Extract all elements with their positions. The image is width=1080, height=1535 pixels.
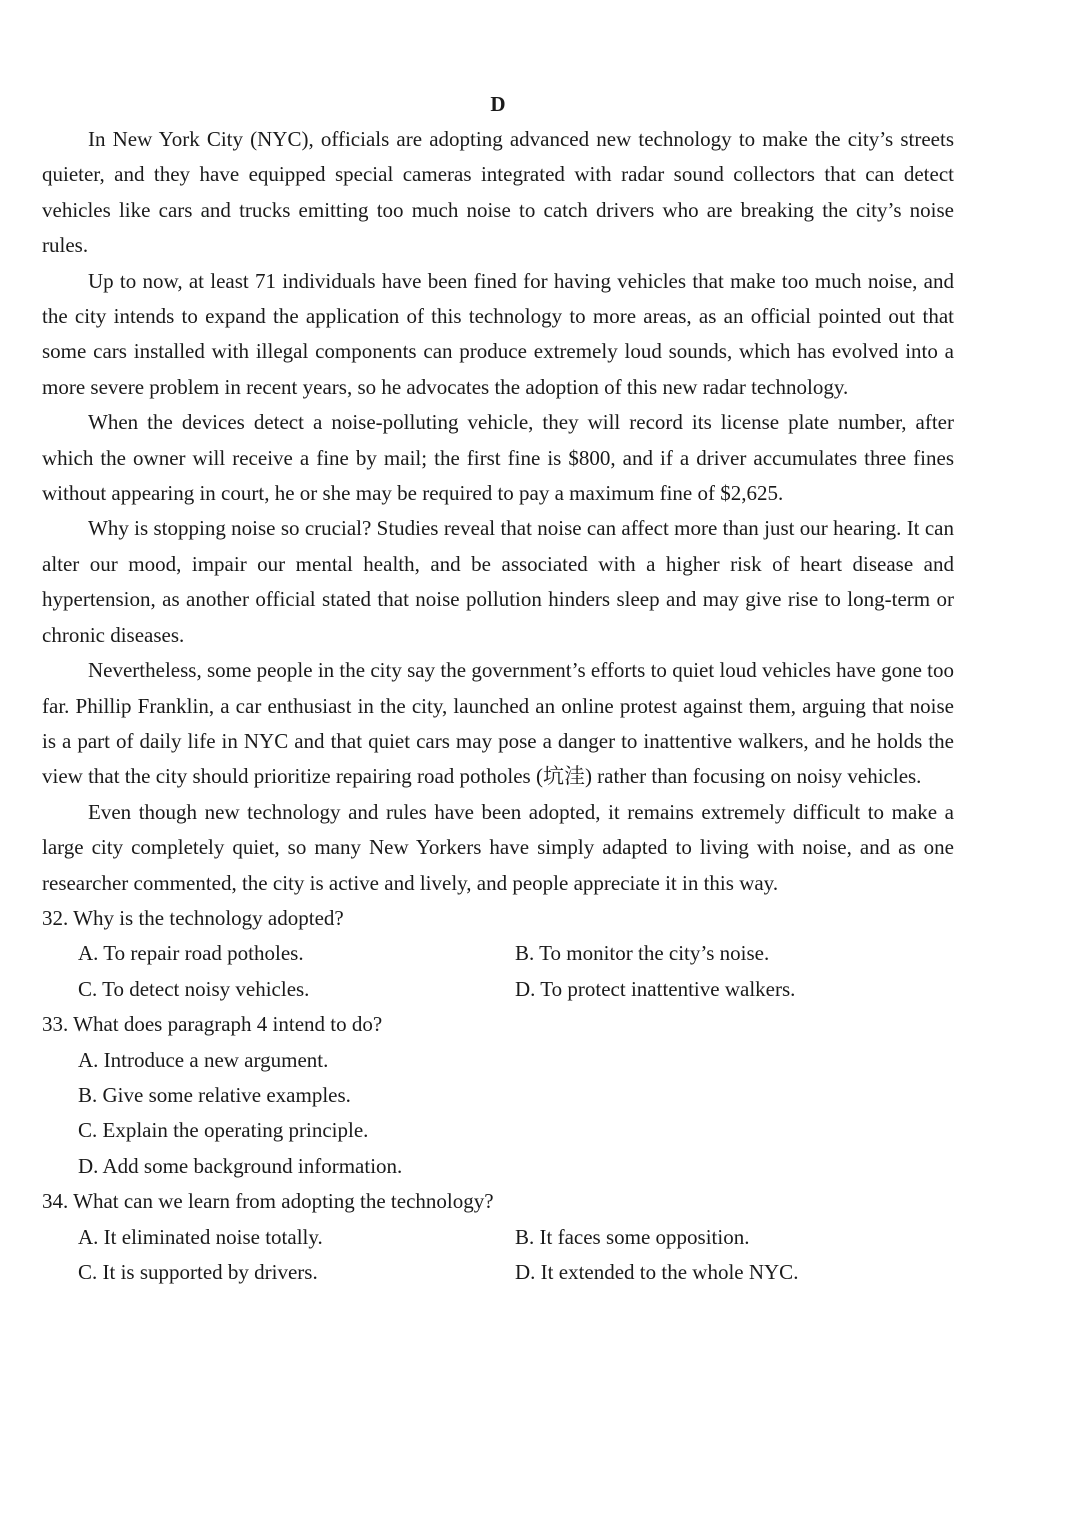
- option-a: A. It eliminated noise totally.: [78, 1224, 323, 1249]
- option-a: A. Introduce a new argument.: [78, 1047, 329, 1072]
- question-33: [42, 1007, 954, 1184]
- reading-passage: [42, 86, 954, 1290]
- option-a: A. To repair road potholes.: [78, 941, 304, 966]
- paragraph-2: Up to now, at least 71 individuals have been fined for having vehicles that make too much noise, and the city intends to expand the application of this technology to more areas, as an official pointed out that some cars installed with illegal components can produce extremely loud sounds, which has evolved into a more severe problem in recent years, so he advocates the adoption of this new radar technology.: [42, 268, 954, 399]
- option-b: B. It faces some opposition.: [515, 1224, 750, 1249]
- option-c: C. Explain the operating principle.: [78, 1118, 369, 1143]
- question-34: [42, 1184, 954, 1290]
- option-b: B. To monitor the city’s noise.: [515, 941, 770, 966]
- question-stem: 32. Why is the technology adopted?: [42, 905, 344, 930]
- paragraph-3: When the devices detect a noise-polluting vehicle, they will record its license plate number, after which the owner will receive a fine by mail; the first fine is $800, and if a driver accumulates three fines without appearing in court, he or she may be required to pay a maximum fine of $2,625.: [42, 410, 954, 506]
- paragraph-5: Nevertheless, some people in the city say the government’s efforts to quiet loud vehicles have gone too far. Phillip Franklin, a car enthusiast in the city, launched an online protest against them, arguing that noise is a part of daily life in NYC and that quiet cars may pose a danger to inattentive walkers, and he holds the view that the city should prioritize repairing road potholes (坑洼) rather than focusing on noisy vehicles.: [42, 658, 954, 789]
- option-d: D. It extended to the whole NYC.: [515, 1260, 799, 1284]
- option-d: D. Add some background information.: [78, 1153, 403, 1178]
- option-c: C. It is supported by drivers.: [78, 1260, 318, 1284]
- question-stem: 34. What can we learn from adopting the technology?: [42, 1189, 494, 1214]
- question-32: [42, 901, 954, 1007]
- section-heading: D: [490, 92, 506, 116]
- question-stem: 33. What does paragraph 4 intend to do?: [42, 1012, 383, 1037]
- option-c: C. To detect noisy vehicles.: [78, 976, 310, 1001]
- option-b: B. Give some relative examples.: [78, 1082, 351, 1107]
- question-options: [42, 936, 954, 1007]
- option-d: D. To protect inattentive walkers.: [515, 976, 796, 1001]
- paragraph-1: In New York City (NYC), officials are adopting advanced new technology to make the city’s streets quieter, and they have equipped special cameras integrated with radar sound collectors that can detect vehicles like cars and trucks emitting too much noise to catch drivers who are breaking the city’s noise rules.: [42, 127, 954, 258]
- question-options: [42, 1043, 954, 1185]
- paragraph-6: Even though new technology and rules have been adopted, it remains extremely difficult to make a large city completely quiet, so many New Yorkers have simply adapted to living with noise, and as one researcher commented, the city is active and lively, and people appreciate it in this way.: [42, 799, 954, 895]
- question-options: [42, 1220, 954, 1291]
- paragraph-4: Why is stopping noise so crucial? Studies reveal that noise can affect more than just our hearing. It can alter our mood, impair our mental health, and be associated with a higher risk of heart disease and hypertension, as another official stated that noise pollution hinders sleep and may give rise to long-term or chronic diseases.: [42, 516, 954, 647]
